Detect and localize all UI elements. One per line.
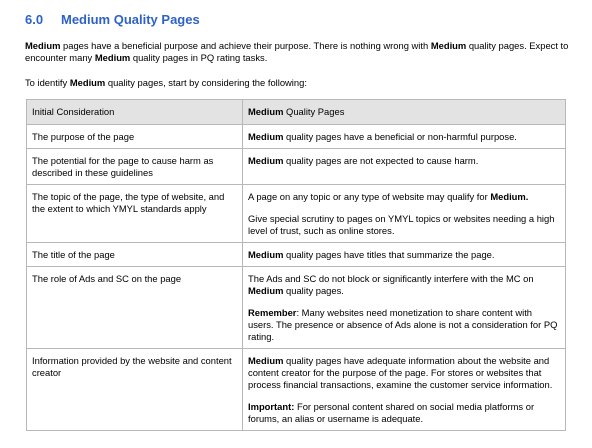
text-run: quality pages. [283, 285, 344, 296]
bold-text: Medium [94, 52, 131, 63]
medium-quality-cell [243, 125, 566, 149]
text-run: To identify [25, 77, 70, 88]
table-row [27, 349, 566, 431]
header-initial-consideration [27, 100, 243, 125]
bold-text: Medium [248, 355, 284, 366]
bold-text: Medium [430, 40, 467, 51]
cell-paragraph [248, 401, 560, 425]
text-run: Quality Pages [283, 106, 345, 117]
header-medium-quality-pages [243, 100, 566, 125]
text-run: quality pages, start by considering the following: [105, 77, 307, 88]
medium-quality-cell [243, 267, 566, 349]
text-run: A page on any topic or any type of website may qualify for [248, 191, 491, 202]
bold-text: Medium [248, 249, 284, 260]
consideration-cell: Information provided by the website and content creator [27, 349, 243, 431]
bold-text: Remember [248, 307, 297, 318]
cell-paragraph [248, 155, 560, 167]
consideration-cell: The topic of the page, the type of website, and the extent to which YMYL standards apply [27, 185, 243, 243]
cell-paragraph [248, 355, 560, 391]
section-title: Medium Quality Pages [61, 12, 200, 27]
text-run: pages have a beneficial purpose and achieve their purpose. There is nothing wrong with [60, 40, 431, 51]
table-header-row [27, 100, 566, 125]
table-row [27, 149, 566, 185]
text-run: Give special scrutiny to pages on YMYL topics or websites needing a high level of trust, such as online stores. [248, 213, 555, 236]
section-number: 6.0 [25, 12, 44, 27]
text-run: quality pages have a beneficial or non-harmful purpose. [283, 131, 517, 142]
quality-criteria-table [26, 99, 566, 431]
consideration-cell: The purpose of the page [27, 125, 243, 149]
table-row [27, 125, 566, 149]
text-run: For personal content shared on social media platforms or forums, an alias or username is adequate. [248, 401, 535, 424]
table-row [27, 243, 566, 267]
bold-text: Medium [248, 285, 284, 296]
section-heading [25, 12, 200, 27]
bold-text: Medium. [490, 191, 529, 202]
text-run: quality pages in PQ rating tasks. [130, 52, 268, 63]
text-run: quality pages. Expect to encounter many [25, 40, 569, 63]
bold-text: Medium [248, 131, 284, 142]
text-run: quality pages have titles that summarize the page. [283, 249, 495, 260]
bold-text: Medium [25, 40, 61, 51]
intro-lead-paragraph [25, 77, 570, 89]
cell-paragraph [248, 213, 560, 237]
bold-text: Medium [69, 77, 106, 88]
text-run: The Ads and SC do not block or significantly interfere with the MC on [248, 273, 534, 284]
bold-text: Medium [248, 155, 284, 166]
consideration-cell: The title of the page [27, 243, 243, 267]
cell-paragraph [248, 131, 560, 143]
consideration-cell: The role of Ads and SC on the page [27, 267, 243, 349]
cell-paragraph [248, 273, 560, 297]
bold-text: Important: [248, 401, 295, 412]
medium-quality-cell [243, 243, 566, 267]
consideration-cell: The potential for the page to cause harm as described in these guidelines [27, 149, 243, 185]
text-run: Initial Consideration [32, 106, 115, 117]
text-run: : Many websites need monetization to share content with users. The presence or absence of Ads alone is not a consideration for PQ rating. [248, 307, 558, 342]
text-run: quality pages have adequate information about the website and content creator for the purpose of the page. For stores or websites that process financial transactions, examine the customer service information. [248, 355, 553, 390]
cell-paragraph [248, 191, 560, 203]
intro-paragraph [25, 40, 570, 64]
bold-text: Medium [248, 106, 284, 117]
medium-quality-cell [243, 349, 566, 431]
table-row [27, 185, 566, 243]
cell-paragraph [248, 249, 560, 261]
table-row [27, 267, 566, 349]
cell-paragraph [248, 307, 560, 343]
medium-quality-cell [243, 185, 566, 243]
text-run: quality pages are not expected to cause harm. [283, 155, 479, 166]
medium-quality-cell [243, 149, 566, 185]
